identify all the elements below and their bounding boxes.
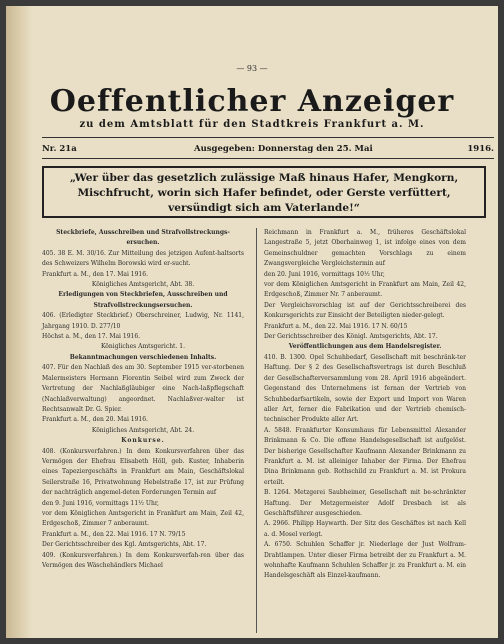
text-paragraph: Der Gerichtsschreiber des Kgl. Amtsgerichts, Abt. 17.: [42, 541, 207, 549]
text-paragraph: den 9. Juni 1916, vormittags 11½ Uhr,: [42, 499, 159, 507]
text-paragraph: Frankfurt a. M., den 17. Mai 1916.: [42, 270, 148, 278]
column-divider: [256, 228, 257, 633]
newspaper-title: Oeffentlicher Anzeiger: [49, 84, 455, 119]
section-heading: Erledigungen von Steckbriefen, Ausschreiben und Strafvollstreckungsersuchen.: [58, 291, 228, 309]
issue-year: 1916.: [467, 144, 494, 154]
text-paragraph: 406. (Erledigter Steckbrief.) Oberschreiner, Ludwig, Nr. 1141, Jahrgang 1910. D. 277/10: [42, 312, 244, 330]
left-column: [42, 228, 244, 571]
text-paragraph: Frankfurt a. M., den 20. Mai 1916.: [42, 416, 148, 424]
section-heading: Bekanntmachungen verschiedenen Inhalts.: [69, 353, 217, 361]
text-paragraph: 410. B. 1300. Opel Schuhbedarf, Gesellschaft mit beschränk-ter Haftung. Der § 2 des Gesellschaftsvertrags ist durch Beschluß der Gesellschafterversammlung vom 28. April 1916 abgeändert. Gegenstand des Unternehmens ist fernan der Vertrieb von Schuhbedarfsartikeln, sowie der Export und Import von Waren aller Art, ferner die Fabrikation und der Vertrieb chemisch-technischer Produkte aller Art.: [264, 353, 466, 424]
text-paragraph: 408. (Konkursverfahren.) In dem Konkursverfahren über das Vermögen der Ehefrau Elisabeth Höll, geb. Kuster, Inhaberin eines Tapeziergeschäfts in Frankfurt am Main, Geschäftslokal Seilerstraße 16, Privatwohnung Hebelstraße 17, ist zur Prüfung der nachträglich angemel-deten Forderungen Termin auf: [42, 447, 244, 497]
section-heading: Steckbriefe, Ausschreiben und Strafvollstreckungs-ersuchen.: [56, 229, 230, 247]
text-paragraph: den 20. Juni 1916, vormittags 10½ Uhr,: [264, 270, 385, 278]
text-paragraph: Der Vergleichsvorschlag ist auf der Gerichtsschreiberei des Konkursgerichts zur Einsicht der Beteiligten nieder-gelegt.: [264, 301, 466, 320]
text-paragraph: 409. (Konkursverfahren.) In dem Konkursverfah-ren über das Vermögen des Wäschehändlers Michael: [42, 551, 244, 569]
section-heading: Konkurse.: [121, 437, 165, 445]
text-paragraph: Höchst a. M., den 17. Mai 1916.: [42, 333, 141, 341]
text-paragraph: Frankfurt a. M., den 22. Mai 1916. 17 N. 79/15: [42, 530, 186, 538]
issue-date: Ausgegeben: Donnerstag den 25. Mai: [194, 144, 373, 154]
text-paragraph: B. 1264. Metzgerei Saubheimer, Gesellschaft mit be-schränkter Haftung. Der Metzgermeister Adolf Dresbach ist als Geschäftsführer ausgeschieden.: [264, 489, 466, 517]
right-column: [264, 228, 466, 582]
newspaper-subtitle: zu dem Amtsblatt für den Stadtkreis Frankfurt a. M.: [79, 119, 425, 130]
text-paragraph: Reichmann in Frankfurt a. M., früheres Geschäftslokal Langestraße 5, jetzt Oberhainweg 1, ist infolge eines von dem Gemeinschuldner gemachten Vorschlags zu einem Zwangsvergleiche Vergleichstermin auf: [264, 229, 466, 268]
text-paragraph: A. 6750. Schuhlen Schaffer jr. Niederlage der Just Wolfram-Drahtlampen. Unter dieser Firma betreibt der zu Frankfurt a. M. wohnhafte Kaufmann Schuhlen Schaffer jr. zu Frankfurt a. M. ein Handelsgeschäft als Einzel-kaufmann.: [264, 541, 466, 580]
text-paragraph: Der Gerichtsschreiber des Königl. Amtsgerichts, Abt. 17.: [264, 333, 438, 341]
document-page: [6, 6, 498, 638]
header-rule-bottom: [42, 158, 494, 159]
section-heading: Veröffentlichungen aus dem Handelsregister.: [288, 343, 442, 351]
text-paragraph: A. 2966. Philipp Haywarth. Der Sitz des Geschäftes ist nach Kell a. d. Mosel verlegt.: [264, 520, 466, 538]
text-paragraph: 405. 38 E. M. 30/16. Zur Mitteilung des jetzigen Aufent-haltsorts des Schweizers Wilhelm Borowski wird er-sucht.: [42, 249, 244, 268]
text-paragraph: A. 5848. Frankfurter Konsumhaus für Lebensmittel Alexander Brinkmann & Co. Die offene Handelsgesellschaft ist aufgelöst. Der bisherige Gesellschafter Kaufmann Alexander Brinkmann zu Frankfurt a. M. ist alleiniger Inhaber der Firma. Der Ehefrau Dina Brinkmann geb. Rothschild zu Frankfurt a. M. ist Prokura erteilt.: [264, 426, 466, 486]
page-number: — 93 —: [236, 64, 268, 73]
notice-box: „Wer über das gesetzlich zulässige Maß hinaus Hafer, Mengkorn, Mischfrucht, worin sich Hafer befindet, oder Gerste verfüttert, versündigt sich am Vaterlande!“: [42, 166, 486, 218]
text-paragraph: 407. Für den Nachlaß des am 30. September 1915 ver-storbenen Malermeisters Hermann Florentin Seibel wird zum Zweck der Vertretung der Nachlaßgläubiger eine Nach-laßpflegschaft (Nachlaßverwaltung) angeordnet. Nachlaßver-walter ist Rechtsanwalt Dr. G. Spier.: [42, 364, 244, 413]
text-paragraph: vor dem Königlichen Amtsgericht in Frankfurt am Main, Zeil 42, Erdgeschoß, Zimmer 7 anberaumt.: [42, 509, 244, 528]
text-paragraph: Königliches Amtsgericht, Abt. 38.: [91, 281, 195, 289]
text-paragraph: Königliches Amtsgericht, Abt. 24.: [91, 426, 195, 434]
text-paragraph: Frankfurt a. M., den 22. Mai 1916. 17 N. 60/15: [264, 322, 408, 330]
text-paragraph: vor dem Königlichen Amtsgericht in Frankfurt am Main, Zeil 42, Erdgeschoß, Zimmer Nr. 7 anberaumt.: [264, 281, 466, 299]
text-paragraph: Königliches Amtsgericht. 1.: [100, 343, 186, 351]
issue-number: Nr. 21a: [42, 144, 77, 154]
header-rule-top: [42, 137, 494, 138]
